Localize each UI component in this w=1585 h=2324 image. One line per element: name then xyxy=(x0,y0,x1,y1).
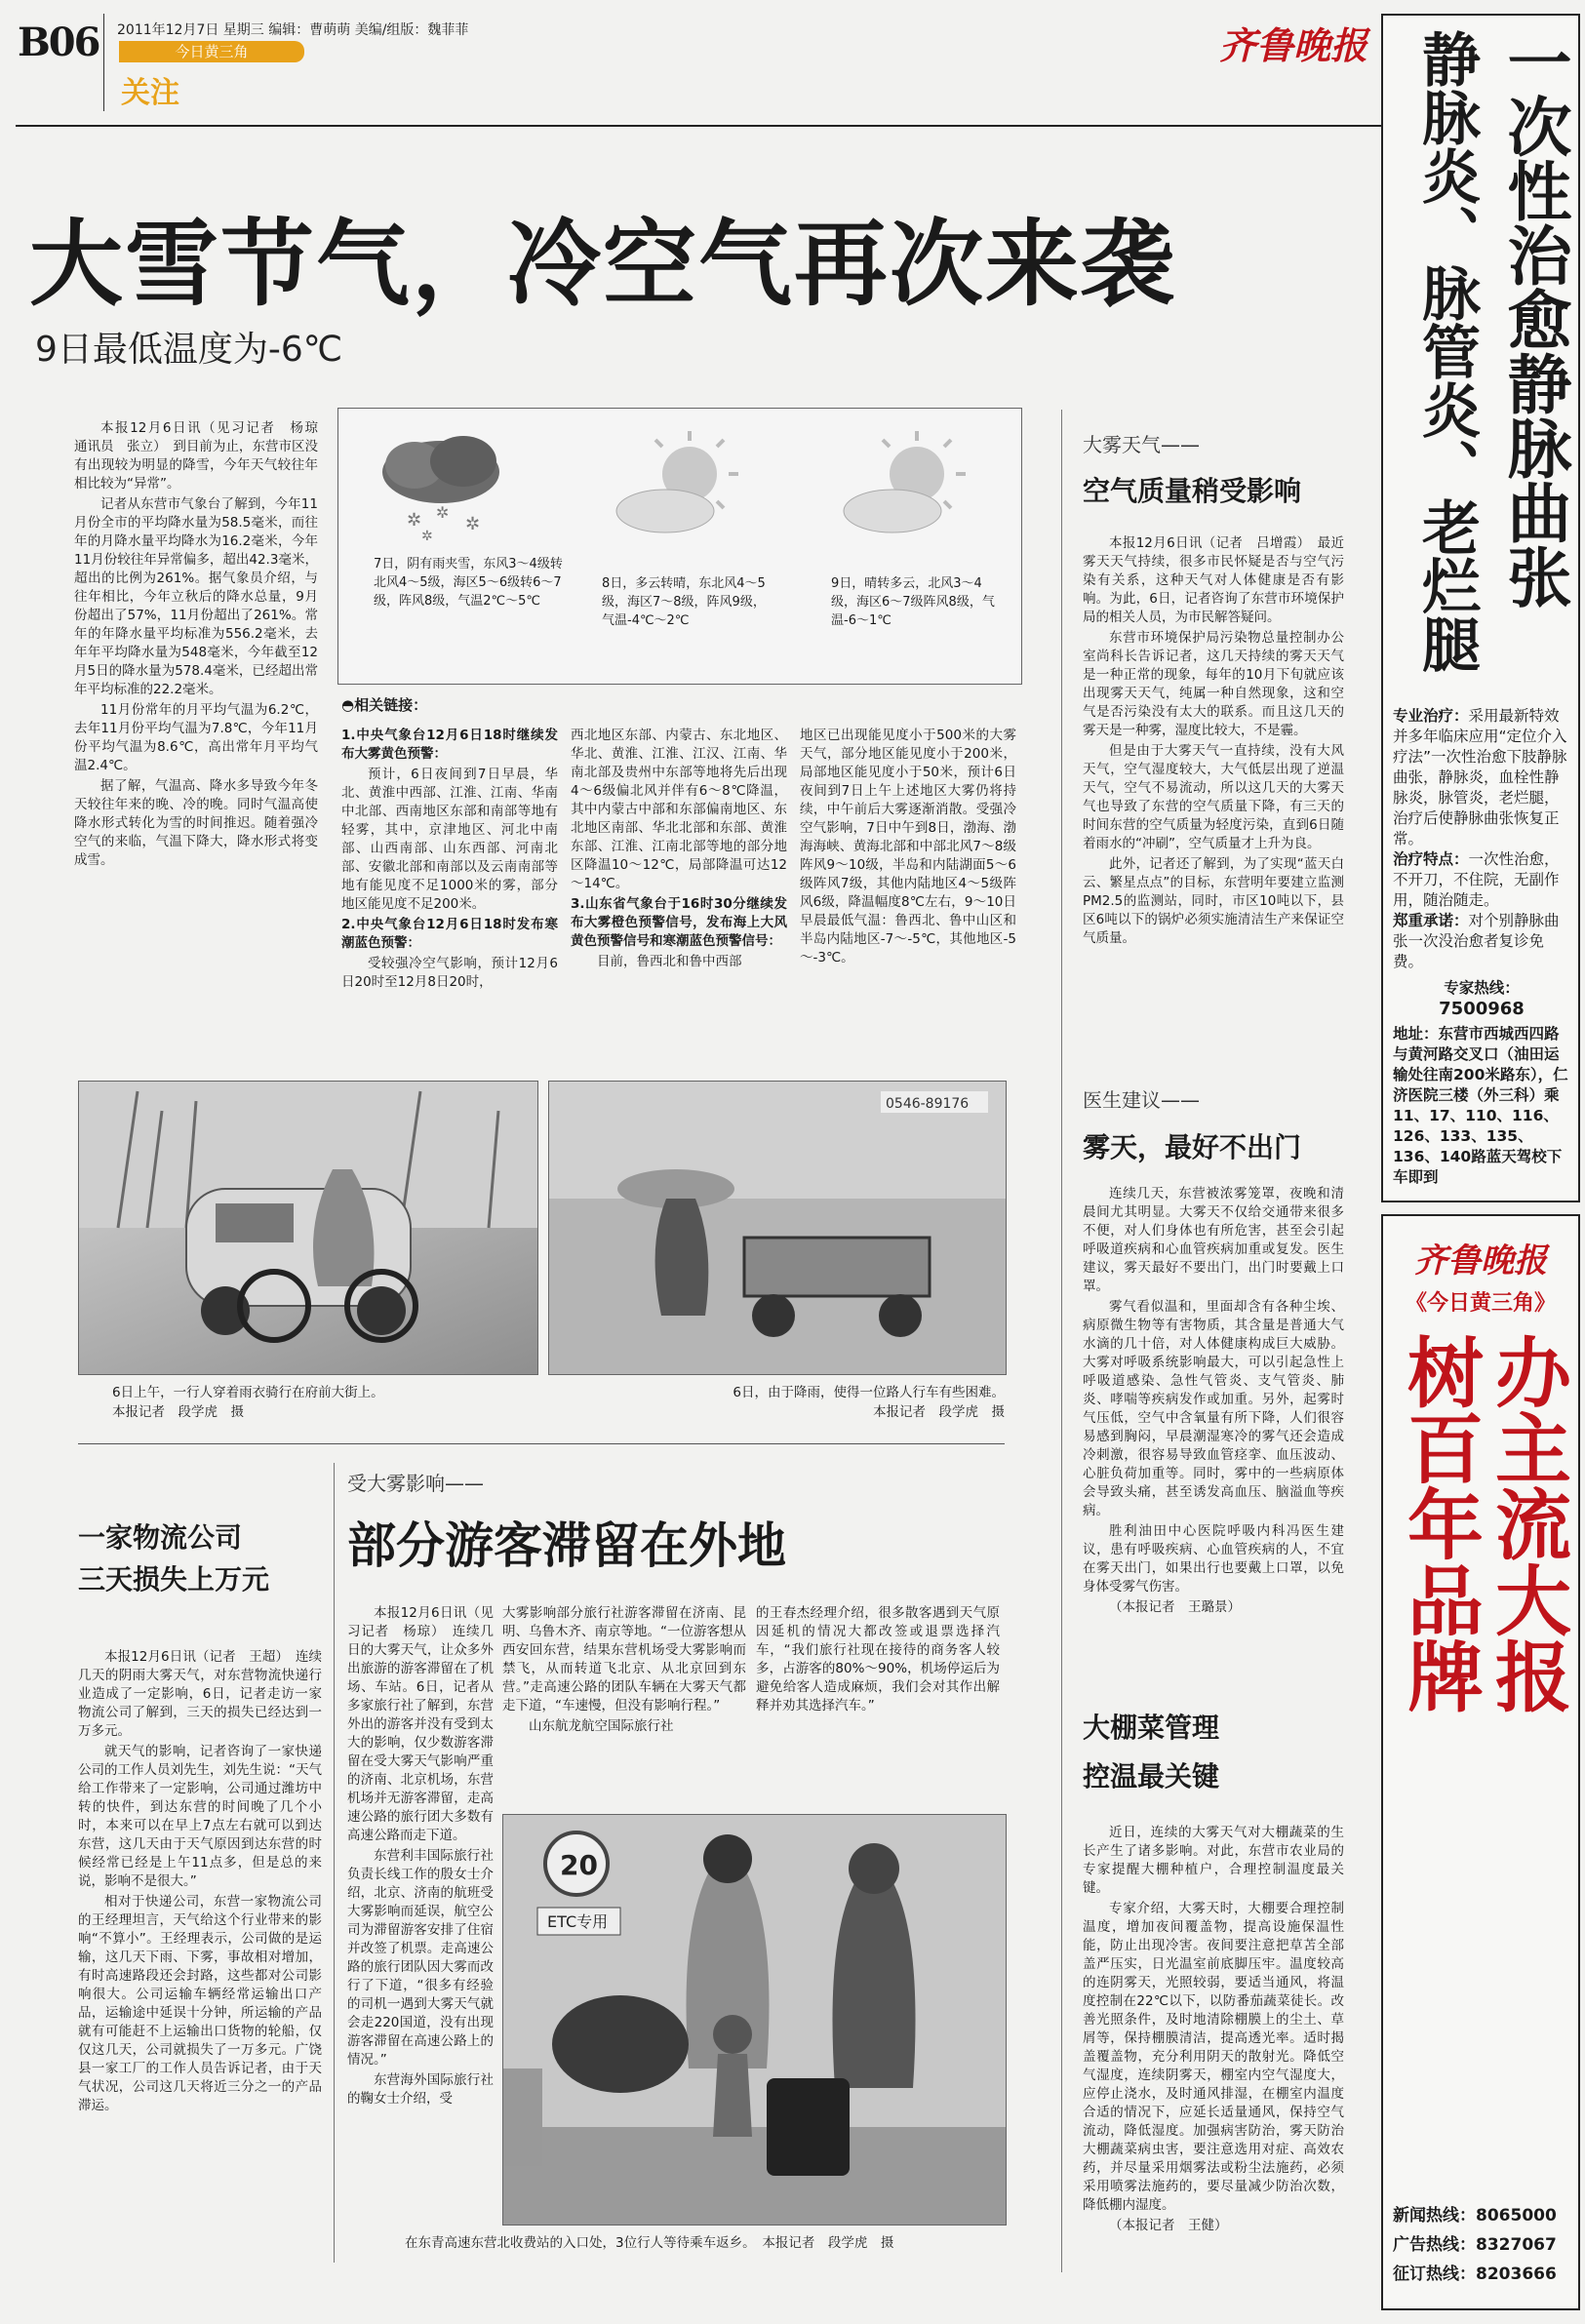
paragraph: 11月份常年的月平均气温为6.2℃，去年11月份平均气温为7.8℃，今年11月份平均气温为8.6℃，高出常年月平均气温2.4℃。 xyxy=(74,702,318,773)
photo3-caption: 在东青高速东营北收费站的入口处，3位行人等待乘车返乡。 本报记者 段学虎 摄 xyxy=(405,2235,894,2251)
paragraph: 受较强冷空气影响，预计12月6日20时至12月8日20时， xyxy=(341,956,558,990)
plate-text: 0546-89176 xyxy=(886,1096,970,1112)
weather-forecast-box xyxy=(337,408,1022,685)
paragraph: 地区已出现能见度小于500米的大雾天气，部分地区能见度小于200米，局部地区能见度小于50米，预计6日夜间到7日上午上述地区大雾仍将持续，中午前后大雾逐渐消散。受强冷空气影响，7日中午到8日，渤海、渤海海峡、黄海北部和中部北风7～8级阵风9～10级，半岛和内陆湖面5～6级阵风7级，其他内陆地区4～5级阵风6级，降温幅度8℃左右，9～10日早晨最低气温：鲁西北、鲁中山区和半岛内陆地区-7～-5℃，其他地区-5～-3℃。 xyxy=(800,728,1016,965)
ad-headline-line2: 静脉炎、脉管炎、老烂腿 xyxy=(1412,29,1481,673)
cloud-rain-icon xyxy=(368,428,514,545)
paragraph: 此外，记者还了解到，为了实现“蓝天白云、繁星点点”的目标，东营明年要建立监测PM2.5的监测站，同时，市区10吨以下，县区6吨以下的锅炉必须实施清洁生产来保证空气质量。 xyxy=(1083,856,1344,946)
main-headline: 大雪节气，冷空气再次来袭 xyxy=(29,209,1176,319)
paragraph: 本报12月6日讯（见习记者 杨琼 通讯员 张立） 到目前为止，东营市区没有出现较为明显的降雪，今年天气较往年相比较为“异常”。 xyxy=(74,420,332,492)
hotline-number: 7500968 xyxy=(1439,999,1525,1019)
fog-headline: 空气质量稍受影响 xyxy=(1083,475,1302,507)
info-icon: ◓ xyxy=(341,696,355,714)
logistics-headline-2: 三天损失上万元 xyxy=(78,1563,270,1595)
promo-slogan-2: 树百年品牌 xyxy=(1395,1333,1484,1713)
paragraph: 记者从东营市气象台了解到，今年11月份全市的平均降水量为58.5毫米，而往年的月降水量平均降水为16.2毫米，今年11月份较往年异常偏多，超出42.3毫米，超出的比例为261%。据气象员介绍，与往年相比，今年立秋后的降水总量，9月份超出了57%，11月份超出了261%。常年的年降水量平均标准为556.2毫米，去年年平均降水量为548毫米，今年截至12月5日的降水量为578.4毫米，已经超出常年平均标准的22.2毫米。 xyxy=(74,496,318,697)
related-links-col1 xyxy=(341,727,558,1136)
speed-sign-text: 20 xyxy=(560,1849,598,1881)
photo-cyclist-rain xyxy=(78,1081,538,1375)
paragraph: 胜利油田中心医院呼吸内科冯医生建议，患有呼吸疾病、心血管疾病的人，不宜在雾天出门，如果出行也要戴上口罩，以免身体受雾气伤害。 xyxy=(1083,1523,1344,1595)
paragraph: 本报12月6日讯（见习记者 杨琼） 连续几日的大雾天气，让众多外出旅游的游客滞留在了机场、车站。6日，记者从多家旅行社了解到，东营外出的游客并没有受到太大的影响，仅少数游客滞留在受大雾天气影响严重的济南、北京机场，东营机场并无游客滞留，走高速公路的旅行团大多数有高速公路而走下道。 xyxy=(347,1605,494,1843)
paragraph: 专家介绍，大雾天时，大棚要合理控制温度，增加夜间覆盖物，提高设施保温性能，防止出现冷害。夜间要注意把草苫全部盖严压实，日光温室前底脚压牢。温度较高的连阴雾天，光照较弱，要适当通风，将温度控制在22℃以下，以防番茄蔬菜徒长。改善光照条件，及时地清除棚膜上的尘土、草屑等，保持棚膜清洁，提高透光率。适时揭盖覆盖物，充分利用阴天的散射光。降低空气湿度，连续阴雾天，棚室内空气湿度大，应停止浇水，及时通风排湿，在棚室内温度合适的情况下，应延长适量通风，保持空气流动，降低湿度。加强病害防治，雾天防治大棚蔬菜病虫害，要注意选用对症、高效农药，并尽量采用烟雾法或粉尘法施药，必须采用喷雾法施药的，要尽量减少防治次数，降低棚内湿度。 xyxy=(1083,1901,1344,2213)
column-divider xyxy=(1061,410,1062,2272)
ad-label: 治疗特点： xyxy=(1393,850,1469,868)
paragraph: 预计，6日夜间到7日早晨，华北、黄淮中西部、江淮、江南、华南中北部、西南地区东部和南部等地有轻雾，其中，京津地区、河北中南部、山西南部、山东西部、河南北部、安徽北部和南部以及云南南部等地有能见度不足1000米的雾，部分地区能见度不足200米。 xyxy=(341,767,558,912)
link-heading: 1.中央气象台12月6日18时继续发布大雾黄色预警： xyxy=(341,728,558,762)
promo-hotlines xyxy=(1393,2201,1573,2289)
hotline-value: 8203666 xyxy=(1476,2265,1557,2284)
greenhouse-headline-2: 控温最关键 xyxy=(1083,1760,1220,1792)
ad-body xyxy=(1393,706,1570,1188)
paragraph: 东营利丰国际旅行社负责长线工作的殷女士介绍，北京、济南的航班受大雾影响而延误，航空公司为滞留游客安排了住宿并改签了机票。走高速公路的旅行团队因大雾而改行了下道，“很多有经验的司机一遇到大雾天气就会走220国道，没有出现游客滞留在高速公路上的情况。” xyxy=(347,1848,494,2068)
ad-hotline xyxy=(1393,978,1570,1020)
paragraph: 大雾影响部分旅行社游客滞留在济南、昆明、乌鲁木齐、南京等地。“一位游客想从西安回东营，结果东营机场受大雾影响而禁飞，从而转道飞北京、从北京回到东营。”走高速公路的团队车辆在大雾天气都走下道，“车速慢，但没有影响行程。” xyxy=(502,1605,746,1713)
related-links-label xyxy=(341,694,427,715)
tourists-kicker: 受大雾影响—— xyxy=(347,1472,484,1495)
photo2-caption xyxy=(683,1383,1005,1422)
sun-cloud-icon xyxy=(834,423,980,550)
ad-paragraph xyxy=(1393,911,1570,972)
ad-paragraph xyxy=(1393,849,1570,911)
header-divider xyxy=(103,14,104,111)
related-links-col2 xyxy=(571,727,787,1136)
svg-text:✲: ✲ xyxy=(407,510,422,531)
promo-edition: 《今日黄三角》 xyxy=(1405,1291,1556,1316)
hotline-label: 征订热线： xyxy=(1393,2265,1476,2284)
related-links-col3 xyxy=(800,727,1016,1136)
column-divider xyxy=(334,1463,335,2263)
ad-label: 专业治疗： xyxy=(1393,707,1469,725)
main-article xyxy=(74,419,332,1063)
link-heading: 2.中央气象台12月6日18时发布寒潮蓝色预警： xyxy=(341,917,558,951)
ad-label: 郑重承诺： xyxy=(1393,912,1469,929)
masthead-logo: 齐鲁晚报 xyxy=(1219,23,1368,67)
doctor-headline: 雾天，最好不出门 xyxy=(1083,1131,1302,1163)
photo-tricycle-rain xyxy=(548,1081,1007,1375)
related-links-text: 相关链接： xyxy=(354,696,428,714)
photo-travelers-toll xyxy=(502,1814,1007,2226)
photo-credit: 本报记者 段学虎 摄 xyxy=(112,1404,244,1420)
forecast-day-9: 9日，晴转多云，北风3～4级，海区6～7级阵风8级，气温-6～1℃ xyxy=(831,576,995,628)
svg-text:✲: ✲ xyxy=(465,514,481,534)
header-rule xyxy=(16,125,1381,127)
paragraph: 本报12月6日讯（记者 王超） 连续几天的阴雨大雾天气，对东营物流快递行业造成了一定影响，6日，记者走访一家物流公司了解到，三天的损失已经达到一万多元。 xyxy=(78,1649,322,1739)
logistics-article xyxy=(78,1648,322,2263)
ad-headline-line1: 一次性治愈静脉曲张 xyxy=(1496,29,1572,609)
tourists-headline: 部分游客滞留在外地 xyxy=(347,1517,786,1574)
medical-advertisement xyxy=(1381,14,1580,1202)
paragraph: 但是由于大雾天气一直持续，没有大风天气，空气湿度较大，大气低层出现了逆温天气，空气不易流动，所以这几天的大雾天气也导致了东营的空气质量下降，有三天的时间东营的空气质量为轻度污染，直到6日随着雨水的“冲刷”，空气质量才上升为良。 xyxy=(1083,743,1344,851)
page-number: B06 xyxy=(18,20,99,65)
hotline-label: 专家热线： xyxy=(1444,979,1520,997)
paragraph: 东营市环境保护局污染物总量控制办公室尚科长告诉记者，这几天持续的雾天天气是一种正常的现象，每年的10月下旬就应该出现雾天天气，纯属一种自然现象，这和空气是否污染没有太大的联系。而且这几天的雾天是一种雾，湿度比较大，不是霾。 xyxy=(1083,630,1344,738)
doctor-article xyxy=(1083,1185,1344,1682)
tourists-col3 xyxy=(756,1604,1000,1809)
section-title: 关注 xyxy=(121,76,179,110)
paragraph: 的王春杰经理介绍，很多散客遇到天气原因延机的情况大都改签或退票选择汽车，“我们旅行社现在接待的商务客人较多，占游客的80%～90%，机场停运后为避免给客人造成麻烦，我们会对其作出解释并劝其选择汽车。” xyxy=(756,1605,1000,1713)
paragraph: （本报记者 王健） xyxy=(1109,2218,1228,2233)
paragraph: （本报记者 王璐景） xyxy=(1109,1599,1241,1615)
ad-address: 地址：东营市西城西四路与黄河路交叉口（油田运输处往南200米路东），仁济医院三楼（外三科）乘11、17、110、116、126、133、135、136、140路蓝天驾校下车即到 xyxy=(1393,1025,1568,1186)
hotline-label: 新闻热线： xyxy=(1393,2206,1476,2226)
paragraph: 目前，鲁西北和鲁中西部 xyxy=(597,954,742,969)
ad-text: 对个别静脉曲张一次没治愈者复诊免费。 xyxy=(1393,912,1560,970)
fog-article xyxy=(1083,534,1344,1076)
hotline-row xyxy=(1393,2230,1573,2260)
ad-paragraph xyxy=(1393,706,1570,849)
caption-text: 6日，由于降雨，使得一位路人行车有些困难。 xyxy=(733,1385,1005,1400)
hotline-row xyxy=(1393,2260,1573,2289)
tourists-col2 xyxy=(502,1604,746,1809)
paragraph: 相对于快递公司，东营一家物流公司的王经理坦言，天气给这个行业带来的影响“不算小”。王经理表示，公司做的是运输，这几天下雨、下雾，事故相对增加，有时高速路段还会封路，这些都对公司影响很大。公司运输车辆经常运输出口产品，运输途中延误十分钟，所运输的产品就有可能赶不上运输出口货物的轮船，仅仅这几天，公司就损失了一万多元。广饶县一家工厂的工作人员告诉记者，由于天气状况，公司这几天将近三分之一的产品滞运。 xyxy=(78,1894,322,2113)
promo-slogan-1: 办主流大报 xyxy=(1483,1333,1571,1713)
paragraph: 西北地区东部、内蒙古、东北地区、华北、黄淮、江淮、江汉、江南、华南北部及贵州中东部等地将先后出现4～6级偏北风并伴有6～8℃降温，其中内蒙古中部和东部偏南地区、东北地区南部、华北北部和东部、黄淮东部、江淮、江南北部等地的部分地区降温10～12℃，局部降温可达12～14℃。 xyxy=(571,728,787,891)
promo-masthead: 齐鲁晚报 xyxy=(1414,1241,1547,1280)
ad-text: 一次性治愈，不开刀，不住院，无副作用，随治随走。 xyxy=(1393,850,1560,909)
newspaper-promo xyxy=(1381,1214,1580,2310)
svg-text:✲: ✲ xyxy=(436,503,450,522)
link-heading: 3.山东省气象台于16时30分继续发布大雾橙色预警信号，发布海上大风黄色预警信号和寒潮蓝色预警信号： xyxy=(571,896,787,949)
section-divider xyxy=(78,1443,1005,1444)
paragraph: 本报12月6日讯（记者 吕增霞） 最近雾天天气持续，很多市民怀疑是否与空气污染有关系，这种天气对人体健康是否有影响。为此，6日，记者咨询了东营市环境保护局的相关人员，为市民解答疑问。 xyxy=(1083,535,1344,625)
greenhouse-article xyxy=(1083,1824,1344,2272)
ad-text: 采用最新特效并多年临床应用“定位介入疗法”一次性治愈下肢静脉曲张，静脉炎，血栓性静脉炎，脉管炎，老烂腿，治疗后使静脉曲张恢复正常。 xyxy=(1393,707,1567,847)
section-tag: 今日黄三角 xyxy=(119,41,304,62)
sun-cloud-icon xyxy=(607,423,753,550)
paragraph: 东营海外国际旅行社的鞠女士介绍，受 xyxy=(347,2072,494,2107)
paragraph: 连续几天，东营被浓雾笼罩，夜晚和清晨间尤其明显。大雾天不仅给交通带来很多不便，对人们身体也有所危害，甚至会引起呼吸道疾病和心血管疾病加重或复发。医生建议，雾天最好不要出门，出门时要戴上口罩。 xyxy=(1083,1186,1344,1294)
tourists-col1 xyxy=(347,1604,494,2228)
paragraph: 据了解，气温高、降水多导致今年冬天较往年来的晚、冷的晚。同时气温高使降水形式转化为雪的时间推迟。随着强冷空气的来临，气温下降大，降水形式将变成雪。 xyxy=(74,778,318,868)
hotline-value: 8327067 xyxy=(1476,2235,1557,2255)
etc-sign-text: ETC专用 xyxy=(547,1912,609,1931)
doctor-kicker: 医生建议—— xyxy=(1083,1088,1200,1112)
svg-text:✲: ✲ xyxy=(421,529,433,544)
paragraph: 就天气的影响，记者咨询了一家快递公司的工作人员刘先生，刘先生说：“天气给工作带来了一定影响，公司通过潍坊中转的快件，到达东营的时间晚了几个小时，本来可以在早上7点左右就可以到达东营，这几天由于天气原因到达东营的时候经常已经是上午11点多，但是总的来说，影响不是很大。” xyxy=(78,1744,322,1889)
fog-kicker: 大雾天气—— xyxy=(1083,433,1200,456)
hotline-value: 8065000 xyxy=(1476,2206,1557,2226)
logistics-headline-1: 一家物流公司 xyxy=(78,1521,243,1554)
paragraph: 山东航龙航空国际旅行社 xyxy=(529,1718,674,1734)
caption-text: 6日上午，一行人穿着雨衣骑行在府前大街上。 xyxy=(112,1385,384,1400)
paragraph: 近日，连续的大雾天气对大棚蔬菜的生长产生了诸多影响。对此，东营市农业局的专家提醒大棚种植户，合理控制温度最关键。 xyxy=(1083,1825,1344,1896)
paragraph: 雾气看似温和，里面却含有各种尘埃、病原微生物等有害物质，其含量是普通大气水滴的几十倍，对人体健康构成巨大威胁。大雾对呼吸系统影响最大，可以引起急性上呼吸道感染、急性气管炎、支气管炎、肺炎、哮喘等疾病发作或加重。另外，起雾时气压低，空气中含氧量有所下降，人们很容易感到胸闷，早晨潮湿寒冷的雾气还会造成冷刺激，很容易导致血管痉挛、血压波动、心脏负荷加重等。同时，雾中的一些病原体会导致头痛，甚至诱发高血压、脑溢血等疾病。 xyxy=(1083,1299,1344,1518)
forecast-day-7: 7日，阴有雨夹雪，东风3～4级转北风4～5级，海区5～6级转6～7级，阵风8级，气温2℃～5℃ xyxy=(374,557,563,609)
main-subtitle: 9日最低温度为-6℃ xyxy=(35,330,343,370)
hotline-label: 广告热线： xyxy=(1393,2235,1476,2255)
photo-credit: 本报记者 段学虎 摄 xyxy=(873,1404,1005,1420)
hotline-row xyxy=(1393,2201,1573,2230)
date-line: 2011年12月7日 星期三 编辑：曹萌萌 美编/组版：魏菲菲 xyxy=(117,22,469,38)
photo1-caption xyxy=(112,1383,522,1422)
forecast-day-8: 8日，多云转晴，东北风4～5级，海区7～8级，阵风9级，气温-4℃～2℃ xyxy=(602,576,766,628)
greenhouse-headline-1: 大棚菜管理 xyxy=(1083,1712,1220,1744)
